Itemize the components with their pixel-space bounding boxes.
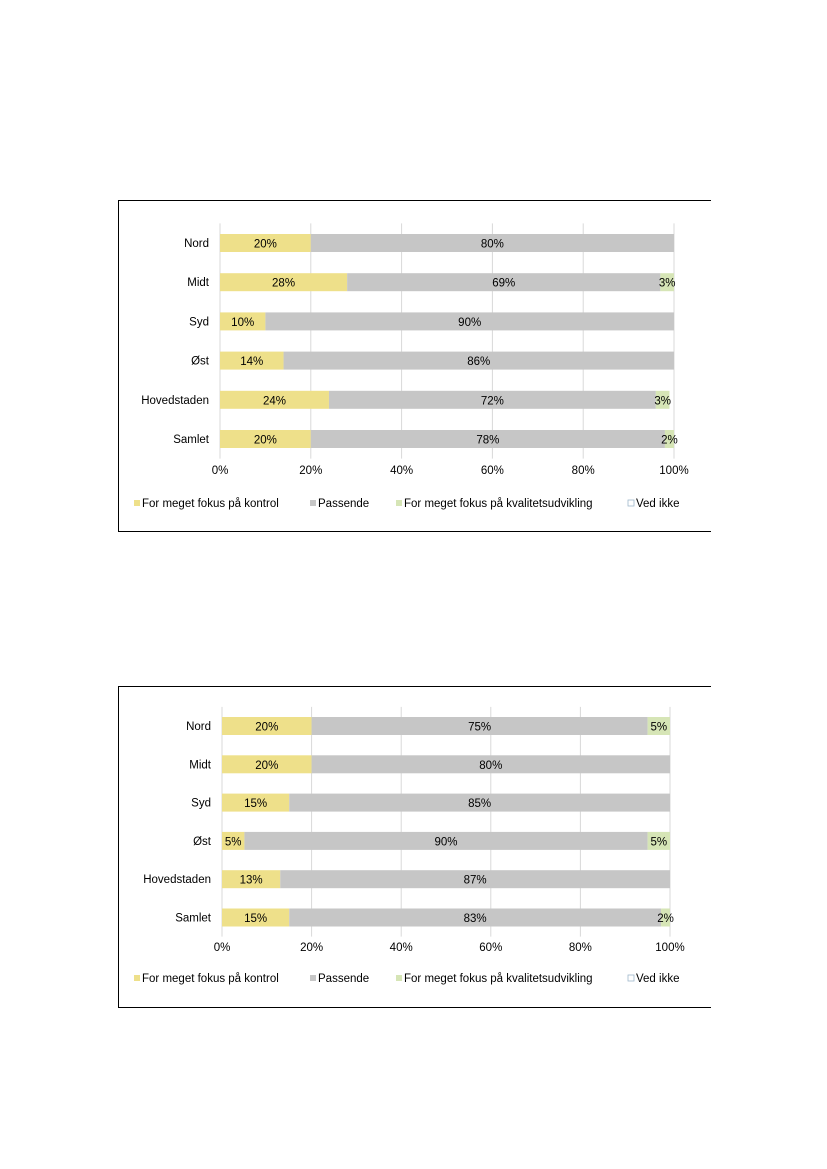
tick-label: 100% bbox=[659, 465, 689, 477]
category-label: Hovedstaden bbox=[141, 394, 209, 407]
tick-label: 20% bbox=[300, 942, 324, 954]
data-label: 13% bbox=[239, 874, 263, 887]
data-label: 20% bbox=[253, 434, 277, 447]
legend-swatch bbox=[310, 500, 316, 506]
data-label: 83% bbox=[463, 913, 487, 925]
legend-swatch bbox=[396, 975, 402, 981]
tick-label: 100% bbox=[655, 942, 685, 954]
data-label: 69% bbox=[492, 277, 516, 290]
data-label: 14% bbox=[240, 356, 264, 369]
data-label: 20% bbox=[253, 238, 277, 251]
tick-label: 0% bbox=[211, 465, 229, 477]
data-label: 2% bbox=[661, 434, 678, 447]
category-label: Syd bbox=[191, 797, 211, 810]
tick-label: 80% bbox=[571, 465, 595, 477]
data-label: 87% bbox=[463, 874, 487, 887]
data-label: 80% bbox=[480, 238, 504, 251]
data-label: 5% bbox=[650, 721, 668, 734]
data-label: 2% bbox=[657, 913, 674, 925]
tick-label: 0% bbox=[213, 942, 231, 954]
data-label: 75% bbox=[468, 721, 492, 734]
category-label: Midt bbox=[189, 759, 211, 772]
legend-swatch bbox=[628, 500, 634, 506]
legend-label: For meget fokus på kontrol bbox=[142, 498, 279, 510]
data-label: 15% bbox=[244, 798, 268, 811]
category-label: Nord bbox=[186, 721, 211, 733]
data-label: 90% bbox=[434, 836, 458, 849]
tick-label: 40% bbox=[389, 942, 413, 954]
category-label: Midt bbox=[187, 277, 209, 290]
tick-label: 40% bbox=[390, 465, 414, 477]
legend-label: Ved ikke bbox=[636, 498, 680, 510]
data-label: 80% bbox=[479, 759, 503, 772]
stacked-bar-chart bbox=[119, 201, 711, 531]
legend-swatch bbox=[134, 500, 140, 506]
data-label: 78% bbox=[476, 434, 500, 447]
data-label: 86% bbox=[467, 356, 491, 369]
tick-label: 60% bbox=[480, 465, 504, 477]
legend-swatch bbox=[396, 500, 402, 506]
legend-label: For meget fokus på kvalitetsudvikling bbox=[404, 498, 593, 510]
stacked-bar-chart bbox=[119, 687, 711, 1007]
data-label: 85% bbox=[468, 798, 492, 811]
legend-label: Passende bbox=[318, 498, 370, 510]
data-label: 3% bbox=[658, 277, 676, 290]
data-label: 15% bbox=[244, 913, 268, 925]
legend-swatch bbox=[134, 975, 140, 981]
data-label: 5% bbox=[224, 836, 242, 849]
legend-swatch bbox=[628, 975, 634, 981]
data-label: 10% bbox=[231, 316, 255, 329]
chart-frame bbox=[118, 200, 711, 532]
data-label: 20% bbox=[255, 721, 279, 734]
data-label: 5% bbox=[650, 836, 668, 849]
data-label: 28% bbox=[272, 277, 296, 290]
tick-label: 60% bbox=[479, 942, 503, 954]
legend-swatch bbox=[310, 975, 316, 981]
category-label: Nord bbox=[184, 238, 209, 250]
data-label: 90% bbox=[458, 316, 482, 329]
tick-label: 20% bbox=[299, 465, 323, 477]
legend-label: For meget fokus på kontrol bbox=[142, 973, 279, 985]
category-label: Syd bbox=[189, 316, 209, 329]
category-label: Samlet bbox=[173, 434, 209, 446]
category-label: Hovedstaden bbox=[143, 874, 211, 887]
legend-label: Passende bbox=[318, 973, 370, 985]
legend-label: Ved ikke bbox=[636, 973, 680, 985]
category-label: Samlet bbox=[175, 912, 211, 925]
tick-label: 80% bbox=[568, 942, 592, 954]
chart-frame bbox=[118, 686, 711, 1008]
category-label: Øst bbox=[193, 835, 211, 848]
data-label: 24% bbox=[262, 395, 286, 408]
data-label: 3% bbox=[654, 395, 671, 408]
category-label: Øst bbox=[191, 355, 209, 368]
data-label: 72% bbox=[480, 395, 504, 408]
legend-label: For meget fokus på kvalitetsudvikling bbox=[404, 973, 593, 985]
data-label: 20% bbox=[255, 759, 279, 772]
